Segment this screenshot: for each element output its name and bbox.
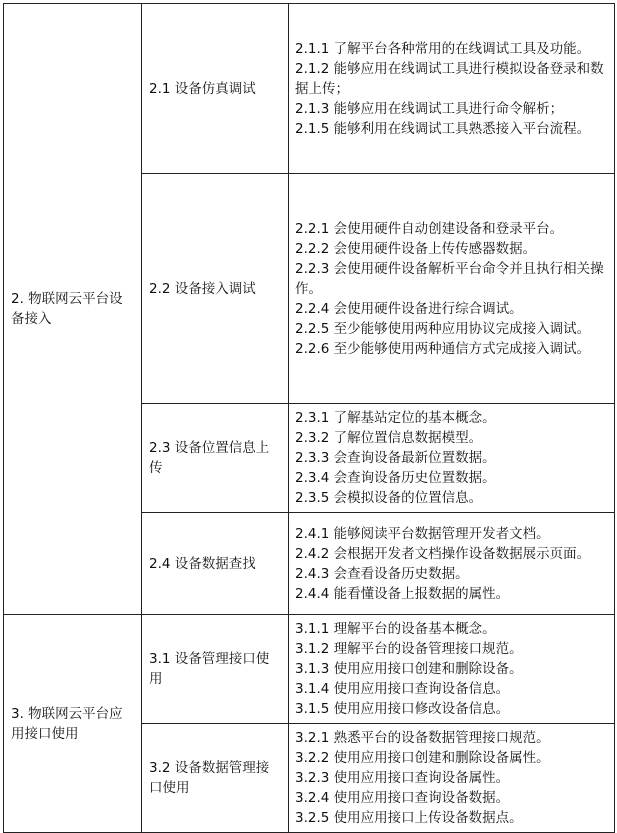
group-items [289, 404, 615, 513]
list-item: 2.2.4 会使用硬件设备进行综合调试。 [295, 300, 523, 317]
list-item: 2.3.4 会查询设备历史位置数据。 [295, 470, 496, 486]
list-item: 3.1.2 理解平台的设备管理接口规范。 [295, 641, 523, 657]
list-item: 2.2.2 会使用硬件设备上传传感器数据。 [295, 240, 537, 257]
list-item: 3.1.4 使用应用接口查询设备信息。 [295, 681, 510, 697]
table-row [4, 615, 615, 724]
section-title: 2. 物联网云平台设备接入 [4, 4, 142, 615]
group-title: 2.4 设备数据查找 [142, 513, 289, 615]
group-items [289, 615, 615, 724]
list-item: 2.2.3 会使用硬件设备解析平台命令并且执行相关操作。 [295, 260, 604, 297]
list-item: 3.2.4 使用应用接口查询设备数据。 [295, 790, 510, 806]
table-row [4, 4, 615, 174]
list-item: 2.1.2 能够应用在线调试工具进行模拟设备登录和数据上传； [295, 60, 604, 97]
section-title: 3. 物联网云平台应用接口使用 [4, 615, 142, 833]
group-items [289, 4, 615, 174]
list-item: 2.4.1 能够阅读平台数据管理开发者文档。 [295, 525, 550, 542]
list-item: 3.2.3 使用应用接口查询设备属性。 [295, 770, 510, 786]
list-item: 2.2.5 至少能够使用两种应用协议完成接入调试。 [295, 320, 591, 337]
list-item: 2.1.3 能够应用在线调试工具进行命令解析； [295, 100, 564, 117]
list-item: 3.1.5 使用应用接口修改设备信息。 [295, 701, 510, 717]
group-items [289, 513, 615, 615]
group-items [289, 174, 615, 404]
list-item: 2.3.2 了解位置信息数据模型。 [295, 430, 483, 446]
list-item: 3.2.2 使用应用接口创建和删除设备属性。 [295, 750, 550, 766]
group-title: 3.2 设备数据管理接口使用 [142, 724, 289, 833]
list-item: 2.4.2 会根据开发者文档操作设备数据展示页面。 [295, 545, 591, 562]
group-items [289, 724, 615, 833]
curriculum-table [3, 3, 615, 833]
list-item: 2.3.3 会查询设备最新位置数据。 [295, 450, 496, 466]
list-item: 3.2.1 熟悉平台的设备数据管理接口规范。 [295, 730, 550, 746]
group-title: 2.2 设备接入调试 [142, 174, 289, 404]
group-title: 2.3 设备位置信息上传 [142, 404, 289, 513]
list-item: 3.1.3 使用应用接口创建和删除设备。 [295, 661, 523, 677]
list-item: 2.2.6 至少能够使用两种通信方式完成接入调试。 [295, 340, 591, 357]
list-item: 3.1.1 理解平台的设备基本概念。 [295, 621, 496, 637]
list-item: 2.3.1 了解基站定位的基本概念。 [295, 410, 496, 426]
group-title: 2.1 设备仿真调试 [142, 4, 289, 174]
list-item: 2.1.1 了解平台各种常用的在线调试工具及功能。 [295, 40, 591, 57]
list-item: 2.1.5 能够利用在线调试工具熟悉接入平台流程。 [295, 120, 591, 137]
list-item: 2.4.4 能看懂设备上报数据的属性。 [295, 585, 510, 602]
group-title: 3.1 设备管理接口使用 [142, 615, 289, 724]
list-item: 2.3.5 会模拟设备的位置信息。 [295, 490, 483, 506]
list-item: 2.2.1 会使用硬件自动创建设备和登录平台。 [295, 220, 564, 237]
list-item: 3.2.5 使用应用接口上传设备数据点。 [295, 810, 523, 826]
list-item: 2.4.3 会查看设备历史数据。 [295, 565, 469, 582]
